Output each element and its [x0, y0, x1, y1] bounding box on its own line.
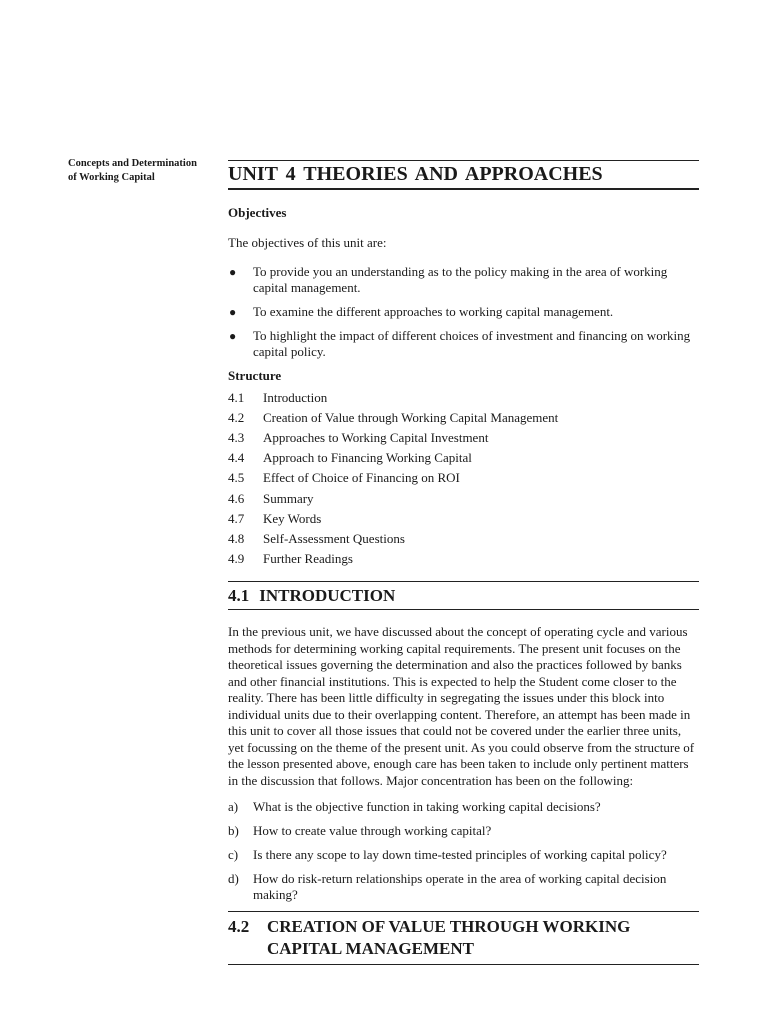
bullet-icon: ● [229, 264, 237, 279]
toc-row [228, 408, 699, 428]
section-heading-introduction [228, 581, 699, 610]
toc-row [228, 509, 699, 529]
question-label: b) [228, 823, 239, 839]
toc-number: 4.1 [228, 389, 245, 405]
objective-text: To examine the different approaches to working capital management. [253, 303, 614, 319]
bullet-icon: ● [229, 304, 237, 319]
toc-number: 4.3 [228, 429, 245, 445]
structure-heading: Structure [228, 367, 282, 383]
question-label: a) [228, 799, 239, 815]
running-header-line-1: Concepts and Determination [68, 158, 197, 169]
page-content [228, 160, 699, 965]
section-heading-value-creation [228, 911, 699, 965]
section-number: 4.2 [228, 917, 250, 937]
toc-number: 4.4 [228, 450, 245, 466]
toc-title: Approach to Financing Working Capital [263, 450, 472, 466]
toc-number: 4.9 [228, 551, 245, 567]
question-text: How do risk-return relationships operate in the area of working capital decision making? [253, 871, 667, 903]
toc-title: Key Words [263, 510, 322, 526]
bullet-icon: ● [229, 328, 237, 343]
objectives-intro: The objectives of this unit are: [228, 235, 387, 250]
toc-title: Creation of Value through Working Capital Management [263, 409, 559, 425]
toc-title: Summary [263, 490, 314, 506]
question-list [228, 799, 699, 903]
introduction-paragraph: In the previous unit, we have discussed about the concept of operating cycle and various methods for determining working capital requirements. The present unit focuses on the theoretical issues governing the determination and also the practices followed by banks and other financial institutions. This is expected to help the Student come closer to the reality. There has been little difficulty in segregating the issues under this block into individual units due to their overlapping content. Therefore, an attempt has been made in this unit to cover all those issues that could not be covered under the earlier three units, yet focussing on the theme of the present unit. As you could observe from the structure of the lesson presented above, enough care has been taken to include only pertinent matters in the discussion that follows. Major concentration has been on the following: [228, 624, 695, 788]
toc-row [228, 388, 699, 408]
objective-item [228, 328, 699, 360]
toc-number: 4.5 [228, 470, 245, 486]
question-text: Is there any scope to lay down time-tested principles of working capital policy? [253, 847, 667, 863]
question-label: c) [228, 847, 239, 863]
objective-item [228, 264, 699, 296]
section-number: 4.1 [228, 586, 250, 606]
objective-text: To provide you an understanding as to the policy making in the area of working capital management. [253, 263, 668, 295]
objective-text: To highlight the impact of different choices of investment and financing on working capital policy. [253, 327, 691, 359]
running-header-line-2: of Working Capital [68, 172, 155, 183]
toc-number: 4.7 [228, 510, 245, 526]
toc-row [228, 468, 699, 488]
toc-title: Self-Assessment Questions [263, 530, 405, 546]
toc-row [228, 448, 699, 468]
toc-number: 4.2 [228, 409, 245, 425]
objectives-list [228, 264, 699, 360]
toc-number: 4.8 [228, 530, 245, 546]
toc-title: Introduction [263, 389, 328, 405]
question-item [228, 823, 699, 839]
question-item [228, 871, 699, 903]
question-item [228, 847, 699, 863]
toc-title: Approaches to Working Capital Investment [263, 429, 489, 445]
toc-row [228, 549, 699, 569]
toc-number: 4.6 [228, 490, 245, 506]
toc-title: Effect of Choice of Financing on ROI [263, 470, 460, 486]
question-label: d) [228, 871, 239, 887]
section-title: CREATION OF VALUE THROUGH WORKING CAPITAL MANAGEMENT [267, 917, 631, 959]
running-header [68, 157, 218, 185]
objective-item [228, 304, 699, 320]
toc-row [228, 489, 699, 509]
objectives-heading: Objectives [228, 205, 287, 220]
toc-row [228, 428, 699, 448]
section-title: INTRODUCTION [259, 586, 396, 606]
toc-title: Further Readings [263, 551, 353, 567]
question-item [228, 799, 699, 815]
question-text: How to create value through working capital? [253, 823, 492, 839]
toc-row [228, 529, 699, 549]
unit-title: UNIT 4 THEORIES AND APPROACHES [228, 160, 699, 190]
structure-list [228, 388, 699, 570]
question-text: What is the objective function in taking working capital decisions? [253, 799, 601, 815]
